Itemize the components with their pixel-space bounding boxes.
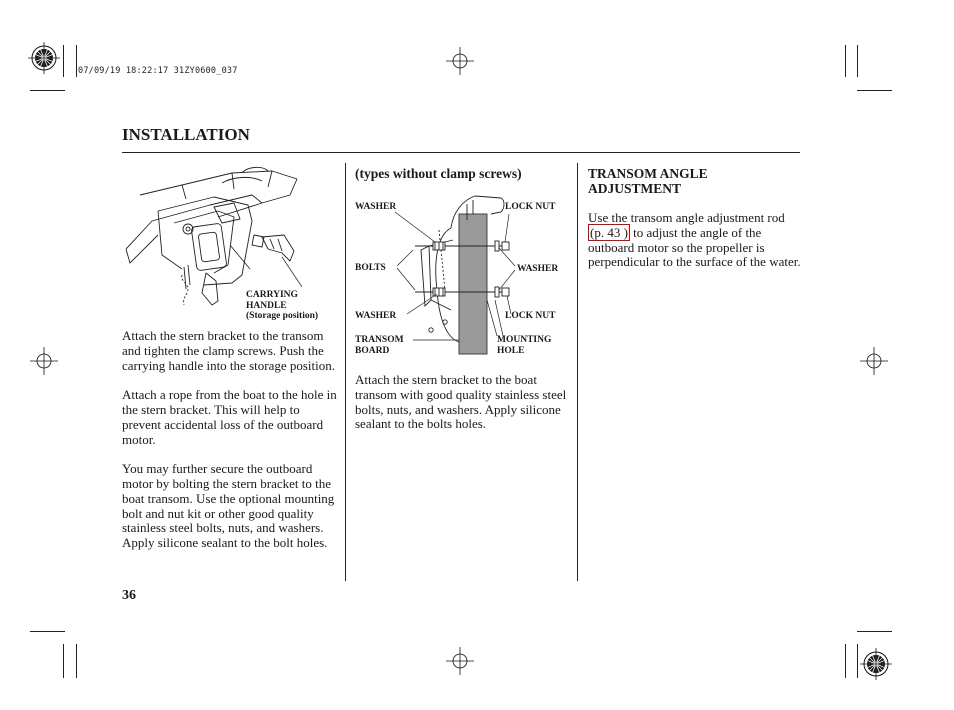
- paragraph-text: Use the transom angle adjustment rod: [588, 210, 785, 225]
- lock-nut-label: LOCK NUT: [505, 311, 556, 321]
- washer-label: WASHER: [517, 264, 559, 274]
- label-line: BOARD: [355, 345, 390, 356]
- label-line: TRANSOM: [355, 335, 404, 345]
- col2-heading: (types without clamp screws): [355, 166, 522, 181]
- paragraph: You may further secure the outboard motor by bolting the stern bracket to the boat transom. Use the optional mounting bolt and nut kit or other good quality stainless steel bolts, nuts, and washers. Apply silicone sealant to the bolt holes.: [122, 461, 335, 551]
- paragraph-text: to adjust the angle of the outboard motor so the propeller is perpendicular to the surface of the water.: [588, 224, 801, 270]
- bolts-label: BOLTS: [355, 263, 386, 273]
- transom-board-label: [355, 335, 404, 356]
- paragraph: Attach the stern bracket to the transom and tighten the clamp screws. Push the carrying handle into the storage position.: [122, 328, 336, 373]
- col3-heading: [588, 166, 708, 196]
- column-divider: [577, 163, 578, 581]
- page-reference-link[interactable]: (p. 43 ): [590, 224, 628, 240]
- crosshair-icon: [446, 47, 474, 75]
- page-number: 36: [122, 588, 136, 603]
- col1-text: [122, 329, 338, 566]
- figure-label-line: HANDLE: [246, 300, 287, 311]
- heading-line: ADJUSTMENT: [588, 181, 682, 196]
- washer-label: WASHER: [355, 202, 397, 212]
- label-line: HOLE: [497, 345, 525, 356]
- column-divider: [345, 163, 346, 581]
- starburst-icon: [860, 648, 892, 680]
- crosshair-icon: [30, 347, 58, 375]
- crosshair-icon: [446, 647, 474, 675]
- col3-text: [588, 211, 802, 270]
- heading-line: TRANSOM ANGLE: [588, 166, 708, 181]
- carrying-handle-label: [246, 290, 318, 322]
- washer-label: WASHER: [355, 311, 397, 321]
- figure-label-line: (Storage position): [246, 311, 319, 321]
- starburst-icon: [28, 42, 60, 74]
- mounting-hole-label: [497, 335, 551, 356]
- col2-text: [355, 373, 569, 447]
- label-line: MOUNTING: [497, 335, 552, 345]
- paragraph: Attach a rope from the boat to the hole in the stern bracket. This will help to prevent accidental loss of the outboard motor.: [122, 387, 337, 447]
- print-code: 07/09/19 18:22:17 31ZY0600_037: [78, 66, 238, 76]
- figure-label-line: CARRYING: [246, 290, 298, 300]
- lock-nut-label: LOCK NUT: [505, 202, 556, 212]
- section-title: INSTALLATION: [122, 125, 250, 144]
- paragraph: Attach the stern bracket to the boat transom with good quality stainless steel bolts, nuts, and washers. Apply silicone sealant to the bolts holes.: [355, 372, 567, 432]
- header-rule: [122, 152, 800, 153]
- crosshair-icon: [860, 347, 888, 375]
